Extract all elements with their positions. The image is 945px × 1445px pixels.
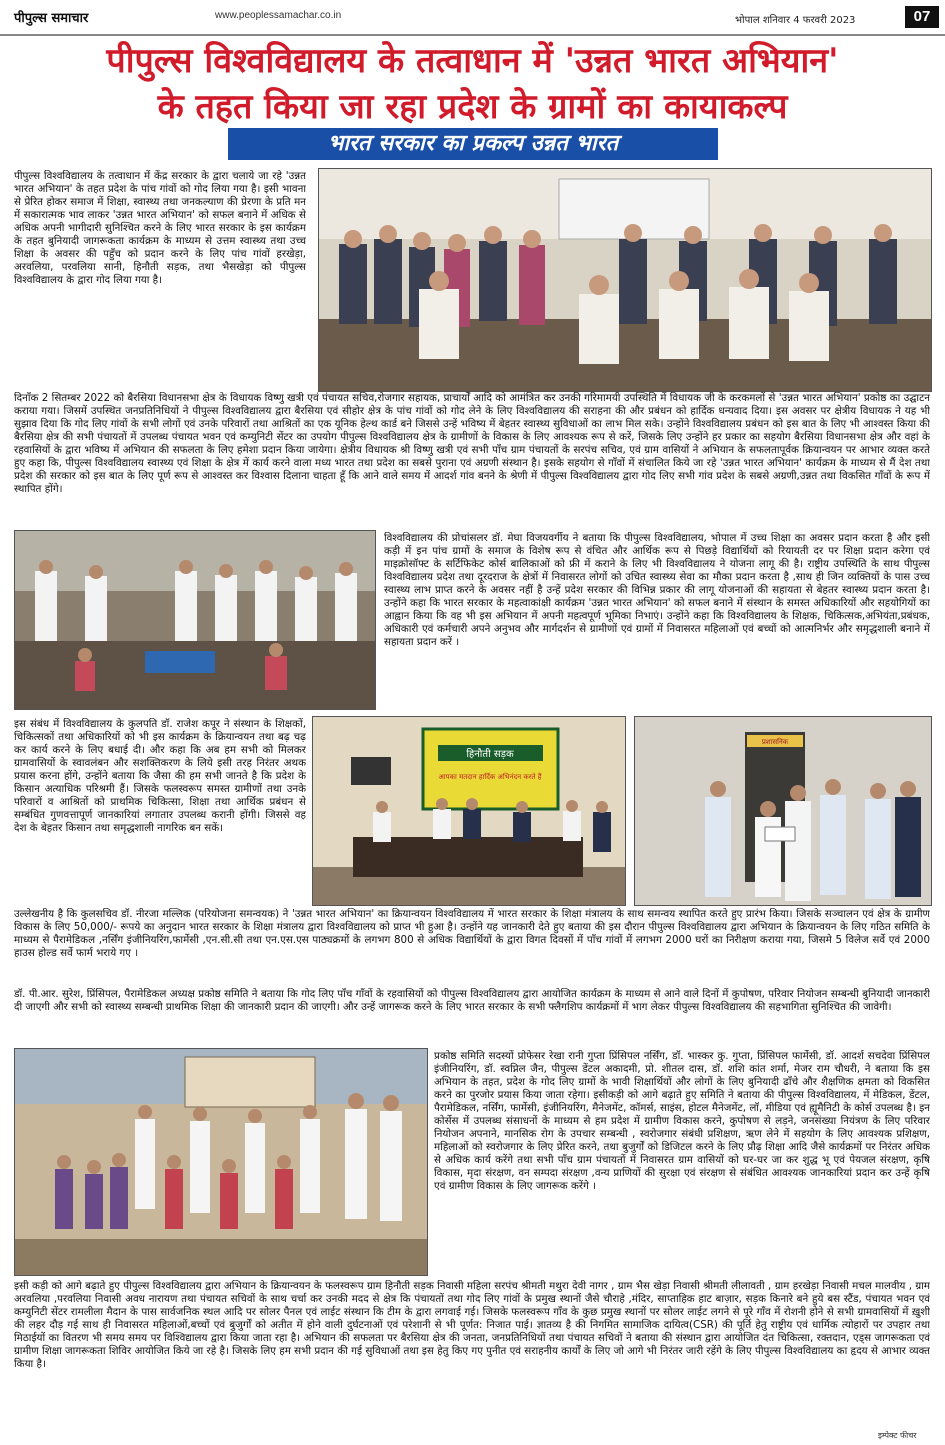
village-group-photo xyxy=(14,1048,428,1276)
masthead xyxy=(0,0,945,36)
article-paragraph-8: इसी कड़ी को आगे बढ़ाते हुए पीपुल्स विश्वविद्यालय द्वारा अभियान के क्रियान्वयन के फलस्वरूप ग्राम हिनौती सड़क निवासी महिला सरपंच श्रीमती मथुरा देवी नागर , ग्राम भैस खेड़ा निवासी श्रीमती लीलावती , ग्राम हरखेड़ा निवासी मचल मालवीय , ग्राम अरवलिया ,परवलिया निवासी अवध नारायण तथा पंचायत सचिवों के साथ चर्चा कर उनकी मदद से क्षेत्र कि पंचायतों तथा गोद लिए गांवों के प्रमुख स्थानों जैसे चौराहे ,मंदिर, साप्ताहिक हाट बाज़ार, सड़क किनारे बने हुये बस स्टैंड, पंचायत भवन एवं कम्युनिटी सेंटर रामलीला मैदान के पास सार्वजनिक स्थल आदि पर सोलर पैनल एवं लाईट संस्थान कि टीम के द्वारा लगवाई गई। जिसके फलस्वरूप गाँव के कुछ प्रमुख स्थानों पर सोलर लाईट लगने से पूरे गाँव में रोशनी होने से सभी ग्रामवासियों में ख़ुशी की लहर दौड़ गई साथ ही निवासरत महिलाओं,बच्चों एवं बुजुर्गों को अतीत में होने वाली दुर्घटनाओं एवं परेशानी से भी पूर्णत: निजात पाई। ज्ञातव्य है की निगमित सामाजिक दायित्व(CSR) की पूर्ति हेतु राष्ट्रीय एवं धार्मिक त्योहारों पर उपहार तथा मिठाईयों का वितरण भी समय समय पर विश्विद्यालय द्वारा किया जाता रहा है। अभियान की सफलता पर बैरसिया क्षेत्र की जनता, जनप्रतिनिधियों तथा पंचायत सचिवों ने बताया की संस्थान द्वारा आयोजित दंत चिकित्सा, रक्तदान, एड्स जागरूकता एवं ग्रामीण शिक्षा जागरूकता शिविर आयोजित किये जा रहे है। जिसके लिए हम सभी प्रदान की गई सुविधाओं तथा इस हेतु किए गए पुनीत एवं सराहनीय कार्यों के लिए जो आगे भी निरंतर जारी रहेंगे के लिए पीपुल्स विश्वविद्यालय का हृदय से आभार व्यक्त किया है। xyxy=(14,1280,930,1370)
banner-text-1: हिनौती सड़क xyxy=(466,749,514,760)
felicitation-photo xyxy=(634,716,932,906)
article-paragraph-1: पीपुल्स विश्वविद्यालय के तत्वाधान में केंद्र सरकार के द्वारा चलाये जा रहे 'उन्नत भारत अभियान' के तहत प्रदेश के पांच गांवों को गोद लिया गया है। इसी भावना से प्रेरित होकर समाज में शिक्षा, स्वास्थ्य तथा जनकल्याण की प्रेरणा के प्रति मन में सकारात्मक भाव लाकर 'उन्नत भारत अभियान' को सफल बनाने में अधिक से अधिक अपनी भागीदारी सुनिश्चित करने के लिए भारत सरकार के इस कार्यक्रम के तहत बुनियादी जागरूकता कार्यक्रम के माध्यम से उत्तम स्वास्थ्य तथा उच्च शिक्षा के अवसर की पहुँच को प्रदान करने के लिए पांच गांवों हरखेड़ा, अरवलिया, परवलिया सानी, हिनौती सड़क, तथा भैसखेड़ा को पीपुल्स विश्वविद्यालय के द्वारा गोद लिया गया है। xyxy=(14,170,306,286)
page-number: 07 xyxy=(905,6,939,28)
article-paragraph-3: विश्वविद्यालय की प्रोचांसलर डॉ. मेघा विजयवर्गीय ने बताया कि पीपुल्स विश्वविद्यालय, भोपाल में उच्च शिक्षा का अवसर प्रदान करता है और इसी कड़ी में इन पांच ग्रामों के समाज के विशेष रूप से वंचित और आर्थिक रूप से पिछड़े विद्यार्थियों को रियायती दर पर शिक्षा प्रदान करेगा एवं माइक्रोसॉफ्ट के सर्टिफिकेट कोर्स बालिकाओं को फ्री में कराने के लिए भी विश्वविद्यालय ने योजना लागू की है। राष्ट्रीय उपस्थिति के साथ पीपुल्स विश्वविद्यालय प्रदेश तथा दूरदराज के क्षेत्रों में निवासरत लोगों को उचित स्वास्थ्य सेवा का मौका प्रदान करता है ,साथ ही जिन व्यक्तियों के पास उच्च स्वास्थ्य लाभ प्राप्त करने के अवसर नहीं है उन्हें प्रदेश सरकार की विभिन्न प्रकार की लागू योजनाओं की सहायता से बेहतर स्वास्थ्य प्रदान करता है। उन्होंने कहा कि भारत सरकार के महत्वाकांक्षी कार्यक्रम 'उन्नत भारत अभियान' को सफल बनाने में संस्थान के समस्त अधिकारियों और सहयोगियों का आह्वान किया कि वह भी इस अभियान में अपनी महत्वपूर्ण भूमिका निभाएं। उन्होंने कहा कि विश्वविद्यालय के शिक्षक, चिकित्सक,अभियंता,प्रबंधक, अधिकारी एवं कर्मचारी अपने अनुभव और मार्गदर्शन से ग्रामीणों एवं ग्रामों में निवासरत महिलाओं एवं बच्चों को आत्मनिर्भर और समृद्धशाली बनाने में सहायता प्रदान करें । xyxy=(384,532,930,648)
article-paragraph-4: इस संबंध में विश्वविद्यालय के कुलपति डॉ. राजेश कपूर ने संस्थान के शिक्षकों, चिकित्सकों तथा अधिकारियों को भी इस कार्यक्रम के क्रियान्वयन तथा बढ़ चढ़ कर कार्य करने के लिए बधाई दी। और कहा कि अब हम सभी को मिलकर ग्रामवासियों के स्वावलंबन और सशक्तिकरण के लिये इसी तरह निरंतर अथक प्रयास करना होंगे, उन्होंने बताया कि जैसा की हम सभी जानते है कि प्रदेश के किसान अत्याधिक परिश्रमी हैं। जिसके फलस्वरूप समस्त ग्रामीणों तथा उनके परिवारों व आश्रितों को प्राथमिक चिकित्सा, शिक्षा तथा आर्थिक प्रबंधन से सम्बंधित गुणवत्तापूर्ण जानकारियां लगातार उपलब्ध करानी होंगी। जिससे वह देश के बेहतर किसान तथा समृद्धशाली नागरिक बन सकें। xyxy=(14,718,306,834)
masthead-logo: पीपुल्स समाचार xyxy=(14,11,89,26)
masthead-date: भोपाल शनिवार 4 फरवरी 2023 xyxy=(735,15,856,26)
headline xyxy=(10,38,935,130)
meeting-photo xyxy=(312,716,626,906)
kicker-banner: भारत सरकार का प्रकल्प उन्नत भारत xyxy=(228,128,718,160)
impact-feature-credit: इम्पेक्ट फीचर xyxy=(878,1431,917,1440)
article-paragraph-5: उल्लेखनीय है कि कुलसचिव डॉ. नीरजा मल्लिक (परियोजना समन्वयक) ने 'उन्नत भारत अभियान' का क्रियान्वयन विश्वविद्यालय में भारत सरकार के शिक्षा मंत्रालय के साथ समन्वय स्थापित करते हुए प्रारंभ किया। जिसके सञ्चालन एवं क्षेत्र के ग्रामीण विकास के लिए 50,000/- रूपये का अनुदान भारत सरकार के शिक्षा मंत्रालय द्वारा विश्वविद्यालय को प्राप्त भी हुआ है। उन्होंने यह जानकारी देते हुए बताया की इस दौरान पीपुल्स विश्वविद्यालय द्वारा अभियान के क्रियान्वयन के लिए गठित समिति के माध्यम से पैरामेडिकल ,नर्सिंग इंजीनियरिंग,फार्मेसी ,एन.सी.सी तथा एन.एस.एस पाठ्यक्रमों के लगभग 800 से अधिक विद्यार्थियों के द्वारा विगत दिवसों में पाँच गांवों में लगभग 2000 घरों का निरीक्षण कराया गया, जिसमे 5 विलेज सर्वे एवं 2000 हाउस होल्ड सर्वे फार्म भराये गए । xyxy=(14,908,930,959)
headline-line2: के तहत किया जा रहा प्रदेश के ग्रामों का कायाकल्प xyxy=(157,87,788,127)
headline-line1: पीपुल्स विश्वविद्यालय के तत्वाधान में 'उन्नत भारत अभियान' xyxy=(106,41,839,81)
article-paragraph-2: दिनाँक 2 सितम्बर 2022 को बैरसिया विधानसभा क्षेत्र के विधायक विष्णु खत्री एवं पंचायत सचिव,रोजगार सहायक, प्राचार्यों आदि को आमंत्रित कर उनकी गरिमामयी उपस्थिति में विधायक जी के करकमलों से 'उन्नत भारत अभियान' प्रकोष्ठ का उद्घाटन कराया गया। जिसमें उपस्थित जनप्रतिनिधियों ने पीपुल्स विश्वविद्यालय द्वारा बैरसिया एवं सीहोर क्षेत्र के पांच गांवों को गोद लेने के लिए विश्वविद्यालय की सराहना की और प्रबंधन को हार्दिक धन्यवाद दिया। इस अवसर पर क्षेत्रीय विधायक ने यह भी सुझाव दिया कि गोद लिए गांवों के सभी लोगों एवं उनके परिवारों तथा आश्रितों का एक यूनिक हेल्थ कार्ड बने जिससे उन्हें भविष्य में बेहतर स्वास्थ्य सुविधाओं का लाभ मिल सके। उन्होंने विश्वविद्यालय प्रबंधन को इस बात के लिए भी आश्वस्त किया की बैरसिया क्षेत्र की सभी पंचायतों में उपलब्ध पंचायत भवन एवं कम्युनिटी सेंटर का उपयोग पीपुल्स विश्वविद्यालय क्षेत्र के ग्रामीणों के विकास के लिए आवश्यक रूप से करें, जिसके लिए उन्होंने हर प्रकार का सहयोग बैरसिया विधानसभा क्षेत्र और वहां के रहवासियों के द्वारा भविष्य में अभियान की सफलता के लिए हमेशा प्रदान किया जायेगा। क्षेत्रीय विधायक श्री विष्णु खत्री एवं सभी पाँच ग्राम पंचायतों के सरपंच सचिव, एवं ग्राम वासियों ने अभियान के सफलतापूर्वक क्रियान्वयन पर आभार व्यक्त करते हुए कहा कि, पीपुल्स विश्वविद्यालय स्वास्थ्य एवं शिक्षा के क्षेत्र में कार्य करने वाला मध्य भारत तथा प्रदेश का सबसे पुराना एवं अग्रणी संस्थान है। इसके सहयोग से गाँवों में संचालित किये जा रहे 'उन्नत भारत अभियान' कार्यक्रम के माध्यम से मैं देश तथा प्रदेश की सरकार को इस बात के लिए पूर्ण रूप से आश्वस्त कर विश्वास दिलाना चाहता हूँ कि आने वाले समय में आदर्श गांव बनने के श्रेणी में पीपुल्स विश्वविद्यालय द्वारा गोद लिए सभी गांव प्रदेश के सबसे अग्रणी,उन्नत तथा विकसित गाँवों के रूप में स्थापित होंगे। xyxy=(14,392,930,495)
door-sign-text: प्रशासनिक xyxy=(761,738,789,746)
banner-text-2: आपका मतदान हार्दिक अभिनंदन करते हैं xyxy=(438,773,542,781)
article-paragraph-7: प्रकोष्ठ समिति सदस्यों प्रोफेसर रेखा रानी गुप्ता प्रिंसिपल नर्सिंग, डॉ. भास्कर कु. गुप्ता, प्रिंसिपल फार्मेसी, डॉ. आदर्श सचदेवा प्रिंसिपल इंजीनियरिंग, डॉ. स्वप्निल जैन, पीपुल्स डेंटल अकादमी, प्रो. शीतल दास, डॉ. शशि कांत शर्मा, मेजर राम चौधरी, ने बताया कि इस अभियान के तहत, प्रदेश के गोद लिए ग्रामों के भावी शिक्षार्थियों और लोगों के लिए बुनियादी ढाँचे और शैक्षणिक क्षमता को विकसित करने का पुरजोर प्रयास किया जाता रहेगा। इसीकड़ी को आगे बढ़ाते हुए समिति ने बताया की पीपुल्स विश्वविद्यालय, में मेडिकल, डेंटल, पैरामेडिकल, नर्सिंग, फार्मेसी, इंजीनियरिंग, मैनेजमेंट, कॉमर्स, साइंस, होटल मैनेजमेंट, लॉ, मीडिया एवं ह्यूमैनिटी के कोर्स उपलब्ध है। इन कोर्सेस में उपलब्ध संसाधनों के माध्यम से हम प्रदेश में ग्रामीण विकास करने, कुपोषण से लड़ने, जनसंख्या नियंत्रण के लिए परिवार नियोजन अपनाने, मानसिक रोग के उपचार सम्बन्धी , स्वरोजगार संबंधी प्रशिक्षण, ऋण लेने में सहयोग के लिए आवश्यक प्रशिक्षण, महिलाओं को स्वरोजगार के लिए प्रेरित करने, तथा बुजुर्गों को डिजिटल करने के लिए प्रौढ़ शिक्षा आदि जैसे कार्यक्रमों पर निरंतर अधिक से अधिक कार्य करेंगे तथा सभी पाँच ग्राम पंचायतों में निवासरत ग्राम वासियों को घर-घर जा कर शुद्ध भू एवं पेयजल संरक्षण, कृषि विकास, मृदा संरक्षण, वन सम्पदा संरक्षण ,वन्य प्राणियों की सुरक्षा एवं संरक्षण से संबंधित आवश्यक जानकारियां प्रदान कर उन्हें कृषि एवं ग्रामीण विकास के लिए जागरूक करेंगे । xyxy=(434,1050,930,1192)
masthead-url: www.peoplessamachar.co.in xyxy=(215,10,342,21)
article-paragraph-6: डॉ. पी.आर. सुरेश, प्रिंसिपल, पैरामेडिकल अध्यक्ष प्रकोष्ठ समिति ने बताया कि गोद लिए पाँच गाँवों के रहवासियों को पीपुल्स विश्वविद्यालय द्वारा आयोजित कार्यक्रम के माध्यम से आने वाले दिनों में कुपोषण, परिवार नियोजन सम्बन्धी बुनियादी जानकारी दी जाएगी और सभी को स्वास्थ्य सम्बन्धी प्राथमिक शिक्षा की जानकारी प्रदान की जाएगी। और उन्हें जागरूक करने के लिए भारत सरकार के सभी फ्लैगशिप कार्यक्रमों में भाग लेकर पीपुल्स विश्वविद्यालय की सहभागिता सुनिश्चित की जावेगी। xyxy=(14,988,930,1013)
health-camp-photo xyxy=(14,530,376,710)
group-photo xyxy=(318,168,932,392)
